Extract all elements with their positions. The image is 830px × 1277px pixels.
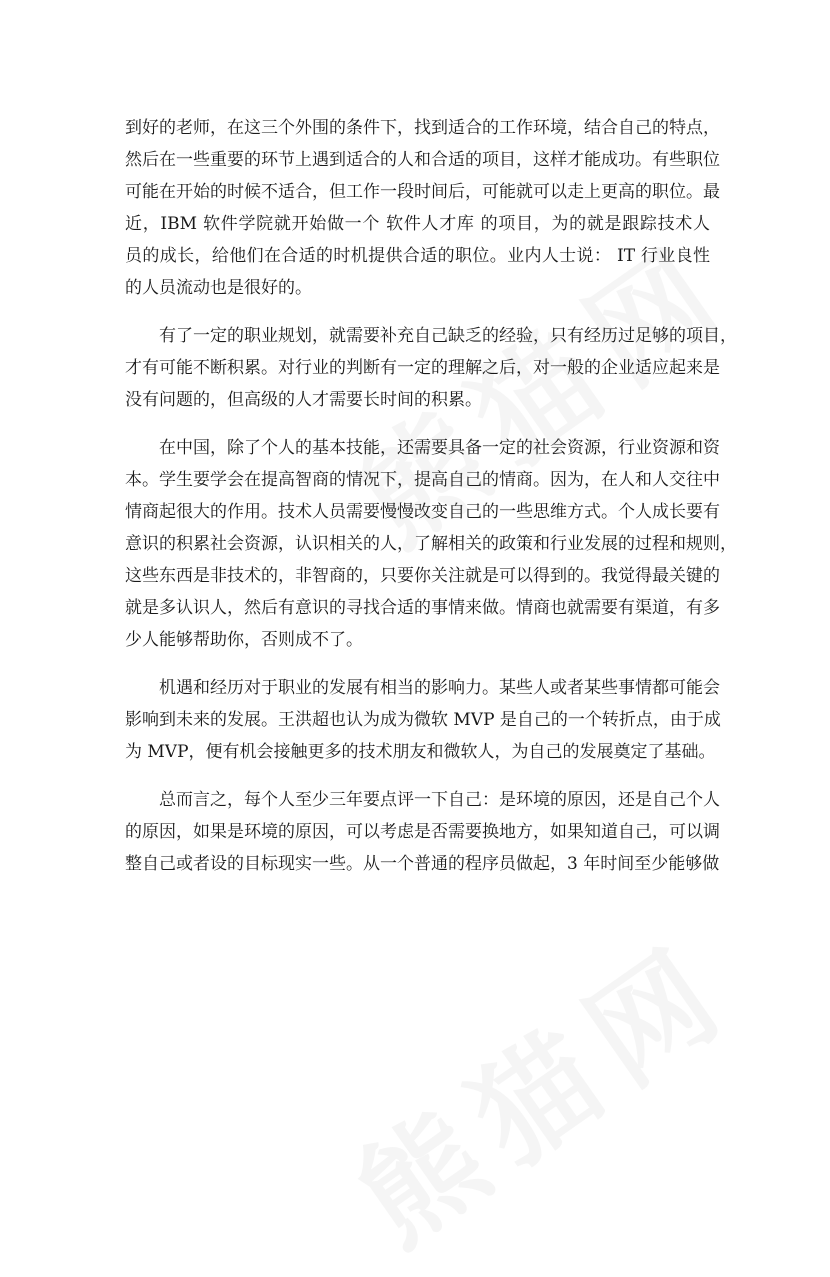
text-line: 才有可能不断积累。对行业的判断有一定的理解之后，对一般的企业适应起来是 [125,358,720,378]
paragraph [125,320,737,416]
text-line: 本。学生要学会在提高智商的情况下，提高自己的情商。因为，在人和人交往中 [125,470,720,490]
paragraph [125,672,721,768]
text-line: 整自己或者设的目标现实一些。从一个普通的程序员做起，3 年时间至少能够做 [125,854,720,874]
text-line: 这些东西是非技术的，非智商的，只要你关注就是可以得到的。我觉得最关键的 [125,566,720,586]
text-line: 总而言之，每个人至少三年要点评一下自己：是环境的原因，还是自己个人 [159,790,720,810]
text-line: 影响到未来的发展。王洪超也认为成为微软 MVP 是自己的一个转折点，由于成 [125,710,721,730]
text-line: 情商起很大的作用。技术人员需要慢慢改变自己的一些思维方式。个人成长要有 [125,502,720,522]
text-line: 员的成长，给他们在合适的时机提供合适的职位。业内人士说： IT 行业良性 [125,246,710,266]
text-line: 的人员流动也是很好的。 [125,278,312,298]
text-line: 没有问题的，但高级的人才需要长时间的积累。 [125,390,482,410]
text-line: 少人能够帮助你，否则成不了。 [125,630,363,650]
paragraph [125,432,737,656]
text-line: 的原因，如果是环境的原因，可以考虑是否需要换地方，如果知道自己，可以调 [125,822,720,842]
text-line: 在中国，除了个人的基本技能，还需要具备一定的社会资源，行业资源和资 [159,438,720,458]
text-line: 为 MVP，便有机会接触更多的技术朋友和微软人，为自己的发展奠定了基础。 [125,742,716,762]
text-line: 就是多认识人，然后有意识的寻找合适的事情来做。情商也就需要有渠道，有多 [125,598,720,618]
document-body [125,112,737,896]
text-line: 意识的积累社会资源，认识相关的人，了解相关的政策和行业发展的过程和规则， [125,534,737,554]
text-line: 近，IBM 软件学院就开始做一个 软件人才库 的项目，为的就是跟踪技术人 [125,214,710,234]
text-line: 有了一定的职业规划，就需要补充自己缺乏的经验，只有经历过足够的项目， [159,326,737,346]
paragraph [125,112,720,304]
text-line: 机遇和经历对于职业的发展有相当的影响力。某些人或者某些事情都可能会 [159,678,720,698]
text-line: 然后在一些重要的环节上遇到适合的人和合适的项目，这样才能成功。有些职位 [125,150,720,170]
text-line: 可能在开始的时候不适合，但工作一段时间后，可能就可以走上更高的职位。最 [125,182,720,202]
text-line: 到好的老师，在这三个外围的条件下，找到适合的工作环境，结合自己的特点， [125,118,720,138]
paragraph [125,784,720,880]
watermark [319,895,762,1277]
